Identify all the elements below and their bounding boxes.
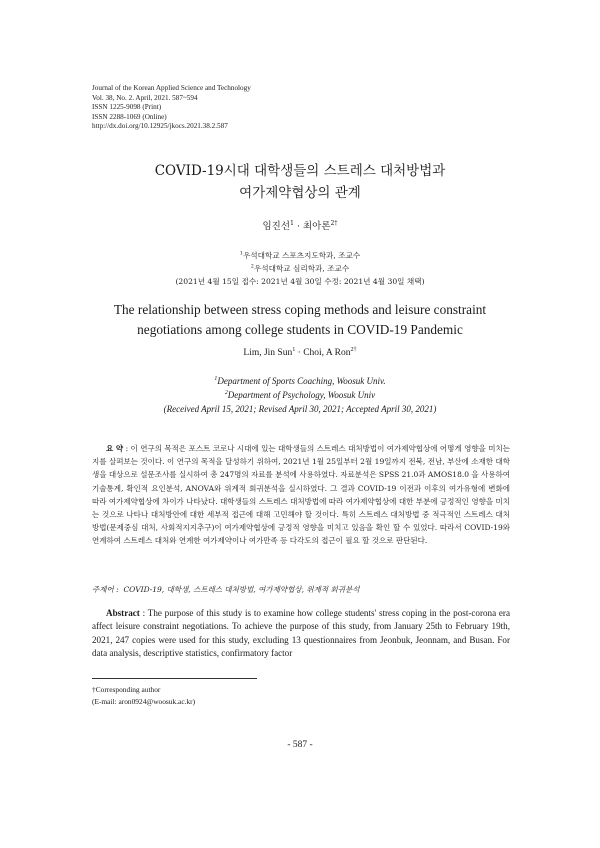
korean-title-line2: 여가제약협상의 관계	[239, 185, 361, 201]
english-title	[0, 300, 600, 340]
korean-abstract-label: 요 약	[106, 444, 124, 453]
keywords-label: 주제어 :	[92, 585, 119, 594]
affiliation1-text-en: Department of Sports Coaching, Woosuk Univ.	[217, 376, 386, 386]
english-abstract	[92, 607, 510, 660]
author-separator: ·	[293, 221, 303, 232]
footnote	[92, 684, 195, 707]
korean-abstract	[92, 442, 510, 548]
english-abstract-text: : The purpose of this study is to examine how college students' stress coping in the post-corona era affect leisure constraint negotiations. To achieve the purpose of this study, from January 25th to February 19th, 2021, 247 copies were used for this study, excluding 13 questionnaires from Jeonbuk, Jeonnam, and Busan. For data analysis, descriptive statistics, confirmatory factor	[92, 608, 510, 658]
english-abstract-label: Abstract	[106, 608, 140, 618]
affiliation2-text: 우석대학교 심리학과, 조교수	[253, 264, 350, 273]
corresponding-author-label: Corresponding author	[95, 685, 161, 694]
korean-affiliations	[0, 249, 600, 288]
author1-affiliation-mark-en: 1	[292, 346, 296, 353]
submission-dates: (2021년 4월 15일 접수: 2021년 4월 30일 수정: 2021년 4월 30일 채택)	[175, 277, 425, 286]
korean-title	[0, 160, 600, 204]
author1-name: 임진선	[262, 221, 290, 232]
english-authors	[0, 348, 600, 358]
korean-authors	[0, 218, 600, 232]
author-separator-en: ·	[295, 348, 304, 358]
journal-doi-link[interactable]: http://dx.doi.org/10.12925/jkocs.2021.38.2.587	[92, 122, 228, 131]
submission-dates-en: (Received April 15, 2021; Revised April 30, 2021; Accepted April 30, 2021)	[163, 404, 437, 414]
affiliation2-mark: 2	[250, 263, 254, 270]
affiliation2-text-en: Department of Psychology, Woosuk Univ	[227, 390, 376, 400]
korean-title-line1: COVID-19시대 대학생들의 스트레스 대처방법과	[154, 163, 446, 179]
affiliation1-mark-en: 1	[214, 376, 218, 382]
english-title-line2: negotiations among college students in COVID-19 Pandemic	[137, 322, 463, 337]
page-number: - 587 -	[287, 740, 313, 750]
author2-name: 최아론	[302, 221, 331, 232]
korean-abstract-text: : 이 연구의 목적은 포스트 코로나 시대에 있는 대학생들의 스트레스 대처방법이 여가제약협상에 어떻게 영향을 미치는지를 살펴보는 것이다. 이 연구의 목적을 달성하기 위하여, 2021년 1월 25일부터 2월 19일까지 전북, 전남, 부산에 소재한 대학생을 대상으로 설문조사를 실시하여 총 247명의 자료를 분석에 사용하였다. 자료분석은 SPSS 21.0과 AMOS18.0 을 사용하여 기술통계, 확인적 요인분석, ANOVA와 위계적 회귀분석을 실시하였다. 그 결과 COVID-19 이전과 이후의 여가유형에 변화에 따라 여가제약협상에 차이가 나타났다. 대학생들의 스트레스 대처방법에 따라 여가제약협상에 대한 부분에 긍정적인 영향을 미치는 것으로 나타나 대처방안에 대한 세부적 접근에 대해 고민해야 할 것이다. 특히 스트레스 대처방법 중 적극적인 스트레스 대처방법(문제중심 대처, 사회적지지추구)이 여가제약협상에 긍정적 영향을 미치고 있음을 확인 할 수 있었다. 따라서 COVID-19와 연계하여 스트레스 대처와 연계한 여가제약이나 여가만족 등 다각도의 접근이 필요 할 것으로 판단된다.	[92, 444, 510, 546]
journal-volume: Vol. 38, No. 2. April, 2021. 587~594	[92, 93, 198, 102]
affiliation2	[0, 262, 600, 275]
affiliation1-text: 우석대학교 스포츠지도학과, 조교수	[242, 251, 361, 260]
author1-affiliation-mark: 1	[290, 219, 294, 227]
author2-affiliation-mark: 2†	[330, 219, 338, 227]
author1-name-en: Lim, Jin Sun	[243, 348, 293, 358]
corresponding-author	[92, 684, 195, 696]
author2-affiliation-mark-en: 2†	[350, 346, 357, 353]
footnote-divider	[92, 678, 257, 679]
journal-info	[92, 84, 251, 132]
english-title-line1: The relationship between stress coping methods and leisure constraint	[113, 302, 487, 317]
journal-name: Journal of the Korean Applied Science and Technology	[92, 84, 251, 92]
journal-issn-online: ISSN 2288-1069 (Online)	[92, 112, 167, 121]
keywords	[92, 584, 512, 595]
affiliation1	[0, 249, 600, 262]
affiliation2-en	[0, 388, 600, 402]
author2-name-en: Choi, A Ron	[303, 348, 351, 358]
corresponding-email: (E-mail: aron0924@woosuk.ac.kr)	[92, 696, 196, 706]
journal-issn-print: ISSN 1225-9098 (Print)	[92, 103, 162, 112]
affiliation1-mark: 1	[239, 250, 243, 257]
affiliation2-mark-en: 2	[224, 390, 228, 396]
english-affiliations	[0, 374, 600, 416]
dagger-mark: †	[92, 685, 96, 694]
keywords-text: COVID-19, 대학생, 스트레스 대처방법, 여가제약협상, 위계적 회귀분석	[123, 585, 360, 594]
affiliation1-en	[0, 374, 600, 388]
